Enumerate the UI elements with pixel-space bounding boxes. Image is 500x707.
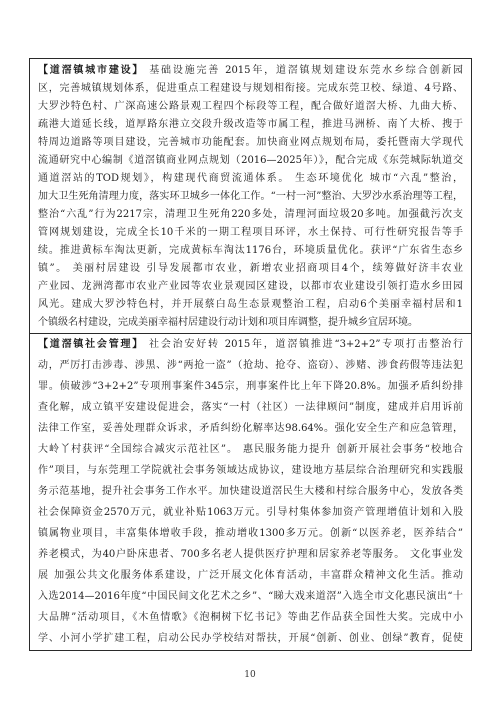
section-social-management [38, 334, 463, 649]
body-text: 罪。侦破涉“3+2+2”专项刑事案件345宗，刑事案件比上年下降20.8%。加强矛盾纠纷排 [38, 381, 463, 392]
text-line [38, 314, 463, 332]
body-text: 养老模式，为40户卧床患者、700多名老人提供医疗护理和居家养老等服务。 [38, 549, 405, 560]
body-text: 务示范基地，提升社会事务工作水平。加快建设道滘民生大楼和村综合服务中心，发放各类 [38, 486, 463, 497]
body-text: 学、小河小学扩建工程，启动公民办学校结对帮扶，开展“创新、创业、创绿”教育，促使 [38, 633, 463, 644]
text-line [38, 586, 463, 607]
text-line [38, 80, 463, 98]
text-line [38, 481, 463, 502]
subsection-heading: 基础设施完善 [149, 65, 221, 76]
text-line [38, 502, 463, 523]
body-text: 加强公共文化服务体系建设，广泛开展文化体育活动，丰富群众精神文化生活。推动 [54, 570, 463, 581]
body-text: 城市“六乱”整治， [369, 173, 463, 184]
body-text: 作”项目，与东莞理工学院就社会事务领域达成协议，建设地方基层综合治理研究和实践服 [38, 465, 463, 476]
page-number: 10 [244, 670, 256, 680]
text-line [38, 397, 463, 418]
text-line [38, 116, 463, 134]
body-text: 产业园、龙洲湾都市农业产业园等农业景观园区建设，以都市农业建设引领打造水乡田园 [38, 281, 463, 292]
text-line [38, 152, 463, 170]
text-line [38, 62, 463, 80]
body-text: 风光。建成大罗沙特色村，并开展蔡白岛生态景观整治工程，启动6个美丽幸福村居和1 [38, 299, 463, 310]
subsection-heading: 美丽村居建设 [72, 263, 142, 274]
body-text: 个镇级名村建设，完成美丽幸福村居建设行动计划和项目库调整，提升城乡宜居环境。 [38, 317, 418, 328]
text-line [38, 544, 463, 565]
section-heading: 【道滘镇社会管理】 [38, 339, 145, 350]
body-text: 动，严厉打击涉毒、涉黑、涉“两抢一盗”（抢劫、抢夺、盗窃）、涉赌、涉食药假等违法犯 [38, 360, 463, 371]
body-text: 通道滘站的TOD规划》，构建现代商贸流通体系。 [38, 173, 291, 184]
body-text: 特周边道路等项目建设，完善城市功能配套。加快商业网点规划布局，委托暨南大学现代 [38, 137, 463, 148]
body-text: 加大卫生死角清理力度，落实环卫城乡一体化工作。“一村一河”整治、大罗沙水系治理等工程， [38, 191, 463, 202]
text-line [38, 260, 463, 278]
text-line [38, 98, 463, 116]
body-text: 整治“六乱”行为2217宗，清理卫生死角220多处，清理河面垃圾20多吨。加强截污次支 [38, 209, 463, 220]
text-line [38, 224, 463, 242]
section-heading: 【道滘镇城市建设】 [38, 65, 145, 76]
body-text: 区，完善城镇规划体系，促进重点工程建设与规划相衔接。完成东莞卫校、绿道、4号路、 [38, 83, 463, 94]
text-line [38, 565, 463, 586]
body-text: 社会保障资金2570万元，就业补贴1063万元。引导村集体参加资产管理增值计划和入股 [38, 507, 463, 518]
body-text: 镇”。 [38, 263, 68, 274]
text-line [38, 296, 463, 314]
body-text: 大岭丫村获评“全国综合减灾示范社区”。 [38, 444, 239, 455]
text-line [38, 628, 463, 649]
text-line [38, 376, 463, 397]
text-line [38, 607, 463, 628]
text-line [38, 278, 463, 296]
body-text: 大品牌”活动项目，《木鱼情歌》《泡桐树下忆书记》等曲艺作品获全国性大奖。完成中小 [38, 612, 463, 623]
subsection-heading: 文化事业发 [409, 549, 463, 560]
body-text: 入选2014—2016年度“中国民间文化艺术之乡”、“睇大戏来道滘”入选全市文化惠民演出“十 [38, 591, 463, 602]
text-line [38, 418, 463, 439]
body-text: 引导发展都市农业，新增农业招商项目4个，续筹做好济丰农业 [146, 263, 463, 274]
body-text: 大罗沙特色村、广深高速公路景观工程四个标段等工程，配合做好道滘大桥、九曲大桥、 [38, 101, 463, 112]
text-line [38, 355, 463, 376]
body-text: 续。推进黄标车淘汰更新，完成黄标车淘汰1176台，环境质量优化。获评“广东省生态乡 [38, 245, 463, 256]
text-line [38, 242, 463, 260]
subsection-heading: 生态环境优化 [295, 173, 365, 184]
body-text: 疏港大道延长线，道厚路东港立交段升级改造等市属工程，推进马洲桥、南丫大桥、搜于 [38, 119, 463, 130]
text-line [38, 523, 463, 544]
text-line [38, 170, 463, 188]
section-urban-construction [38, 62, 463, 332]
subsection-heading: 展 [38, 570, 50, 581]
body-text: 管网规划建设，完成全长10千米的一期工程项目环评，水土保持、可行性研究报告等手 [38, 227, 463, 238]
body-text: 创新开展社会事务“校地合 [336, 444, 463, 455]
body-text: 查化解，成立镇平安建设促进会，落实“一村（社区）一法律顾问”制度，建成并启用诉前 [38, 402, 463, 413]
text-line [38, 460, 463, 481]
subsection-heading: 惠民服务能力提升 [243, 444, 332, 455]
body-text: 2015年，道滘镇推进“3+2+2”专项打击整治行 [224, 339, 463, 350]
body-text: 2015年，道滘镇规划建设东莞水乡综合创新园 [225, 65, 463, 76]
body-text: 流通研究中心编制《道滘镇商业网点规划（2016—2025年）》，配合完成《东莞城际轨道交 [38, 155, 463, 166]
text-line [38, 206, 463, 224]
body-text: 法律工作室，妥善处理群众诉求，矛盾纠纷化解率达98.64%。强化安全生产和应急管理， [38, 423, 463, 434]
text-line [38, 188, 463, 206]
text-line [38, 439, 463, 460]
body-text: 镇属物业项目，丰富集体增收手段，推动增收1300多万元。创新“以医养老，医养结合” [38, 528, 463, 539]
subsection-heading: 社会治安好转 [149, 339, 220, 350]
text-line [38, 134, 463, 152]
text-line [38, 334, 463, 355]
